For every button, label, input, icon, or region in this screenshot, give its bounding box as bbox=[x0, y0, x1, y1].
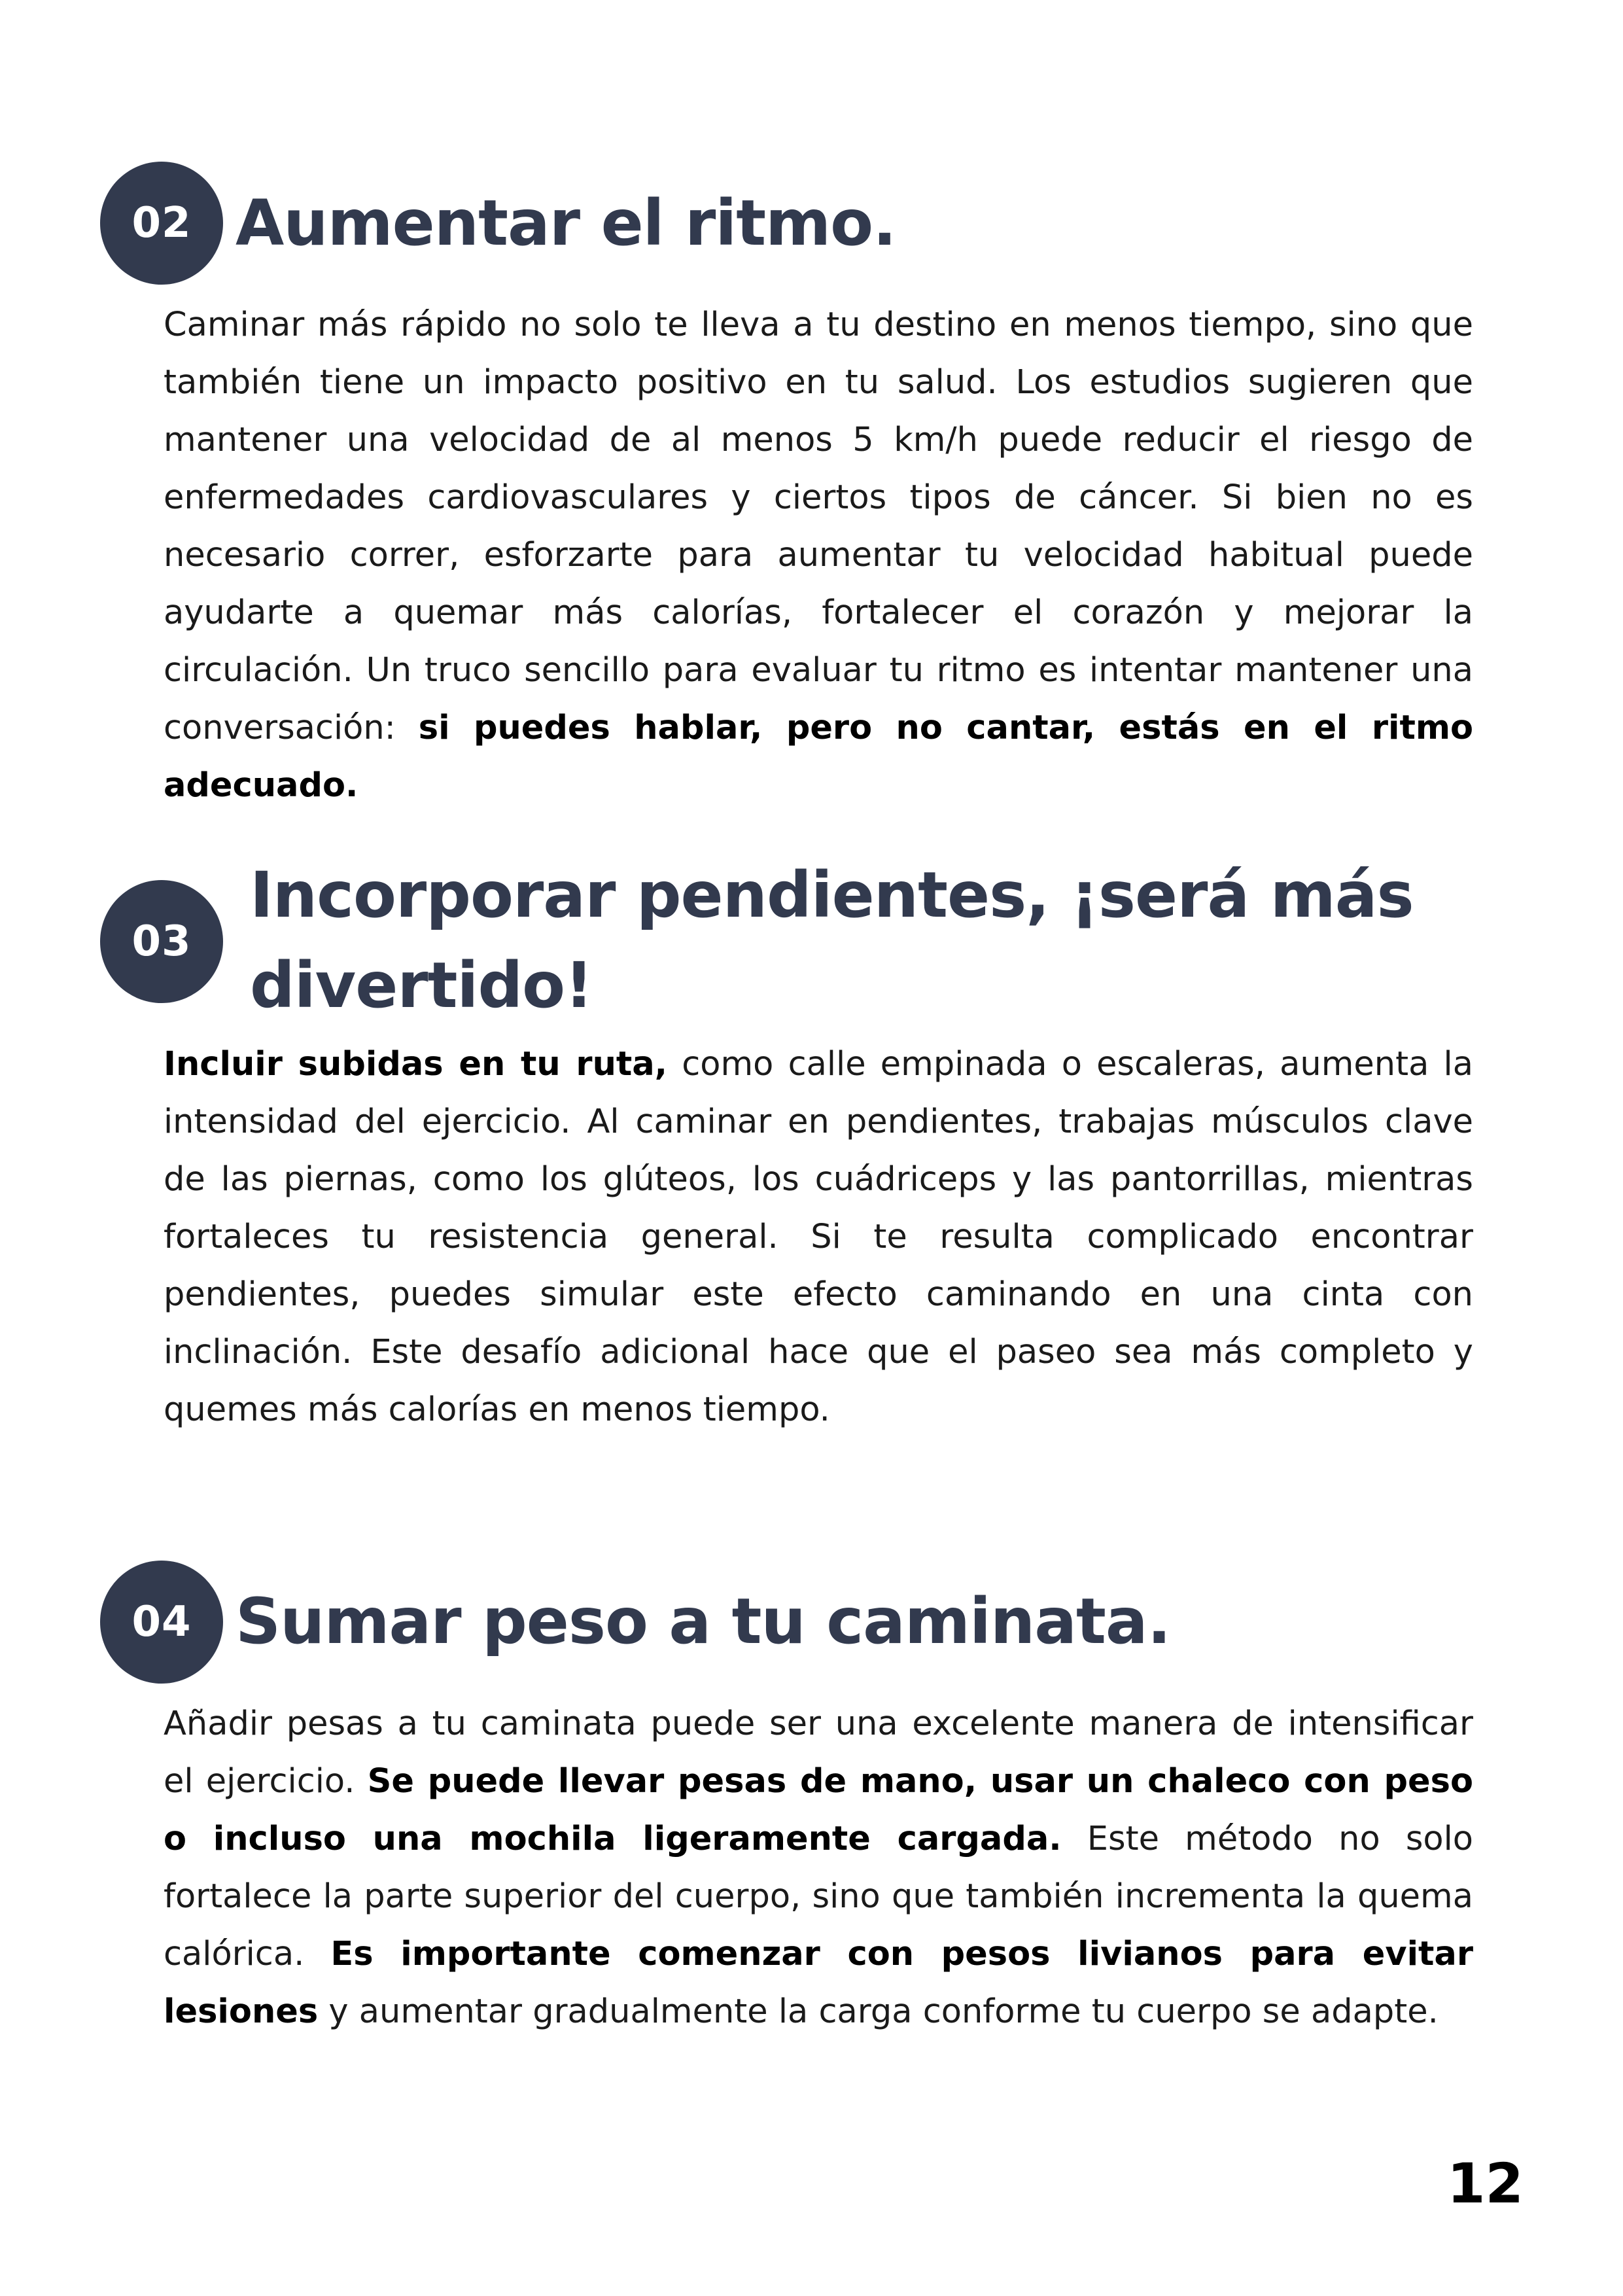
section-number-badge: 04 bbox=[100, 1561, 223, 1684]
paragraph-bold-text: Se puede llevar pesas de mano, usar un chaleco con peso o incluso una mochila ligeramente cargada. bbox=[164, 1762, 1473, 1858]
section-heading: Sumar peso a tu caminata. bbox=[236, 1585, 1171, 1658]
section-paragraph bbox=[164, 296, 1473, 815]
paragraph-text: Añadir pesas a tu caminata puede ser una excelente manera de intensificar el ejercicio. bbox=[164, 1704, 1473, 1801]
section-number-badge: 02 bbox=[100, 162, 223, 285]
section-heading-line-2: divertido! bbox=[250, 949, 593, 1022]
section-number-badge: 03 bbox=[100, 880, 223, 1003]
paragraph-text: y aumentar gradualmente la carga conforme tu cuerpo se adapte. bbox=[318, 1992, 1439, 2031]
section-paragraph bbox=[164, 1695, 1473, 2041]
page-number: 12 bbox=[1447, 2151, 1524, 2216]
paragraph-bold-text: Es importante comenzar con pesos livianos para evitar lesiones bbox=[164, 1935, 1473, 2031]
section-heading-line-1: Incorporar pendientes, ¡será más bbox=[250, 858, 1414, 932]
paragraph-bold-text: Incluir subidas en tu ruta, bbox=[164, 1045, 668, 1084]
paragraph-text: como calle empinada o escaleras, aumenta la intensidad del ejercicio. Al caminar en pendientes, trabajas músculos clave de las piernas, como los glúteos, los cuádriceps y las pantorrillas, mientras fortaleces tu resistencia general. Si te resulta complicado encontrar pendientes, puedes simular este efecto caminando en una cinta con inclinación. Este desafío adicional hace que el paseo sea más completo y quemes más calorías en menos tiempo. bbox=[164, 1045, 1473, 1429]
section-paragraph bbox=[164, 1036, 1473, 1439]
paragraph-text: Este método no solo fortalece la parte superior del cuerpo, sino que también incrementa la quema calórica. bbox=[164, 1820, 1473, 1973]
paragraph-text: Caminar más rápido no solo te lleva a tu destino en menos tiempo, sino que también tiene un impacto positivo en tu salud. Los estudios sugieren que mantener una velocidad de al menos 5 km/h puede reducir el riesgo de enfermedades cardiovasculares y ciertos tipos de cáncer. Si bien no es necesario correr, esforzarte para aumentar tu velocidad habitual puede ayudarte a quemar más calorías, fortalecer el corazón y mejorar la circulación. Un truco sencillo para evaluar tu ritmo es intentar mantener una conversación: bbox=[164, 306, 1473, 747]
paragraph-bold-text: si puedes hablar, pero no cantar, estás en el ritmo adecuado. bbox=[164, 709, 1474, 805]
section-heading: Aumentar el ritmo. bbox=[236, 186, 896, 260]
